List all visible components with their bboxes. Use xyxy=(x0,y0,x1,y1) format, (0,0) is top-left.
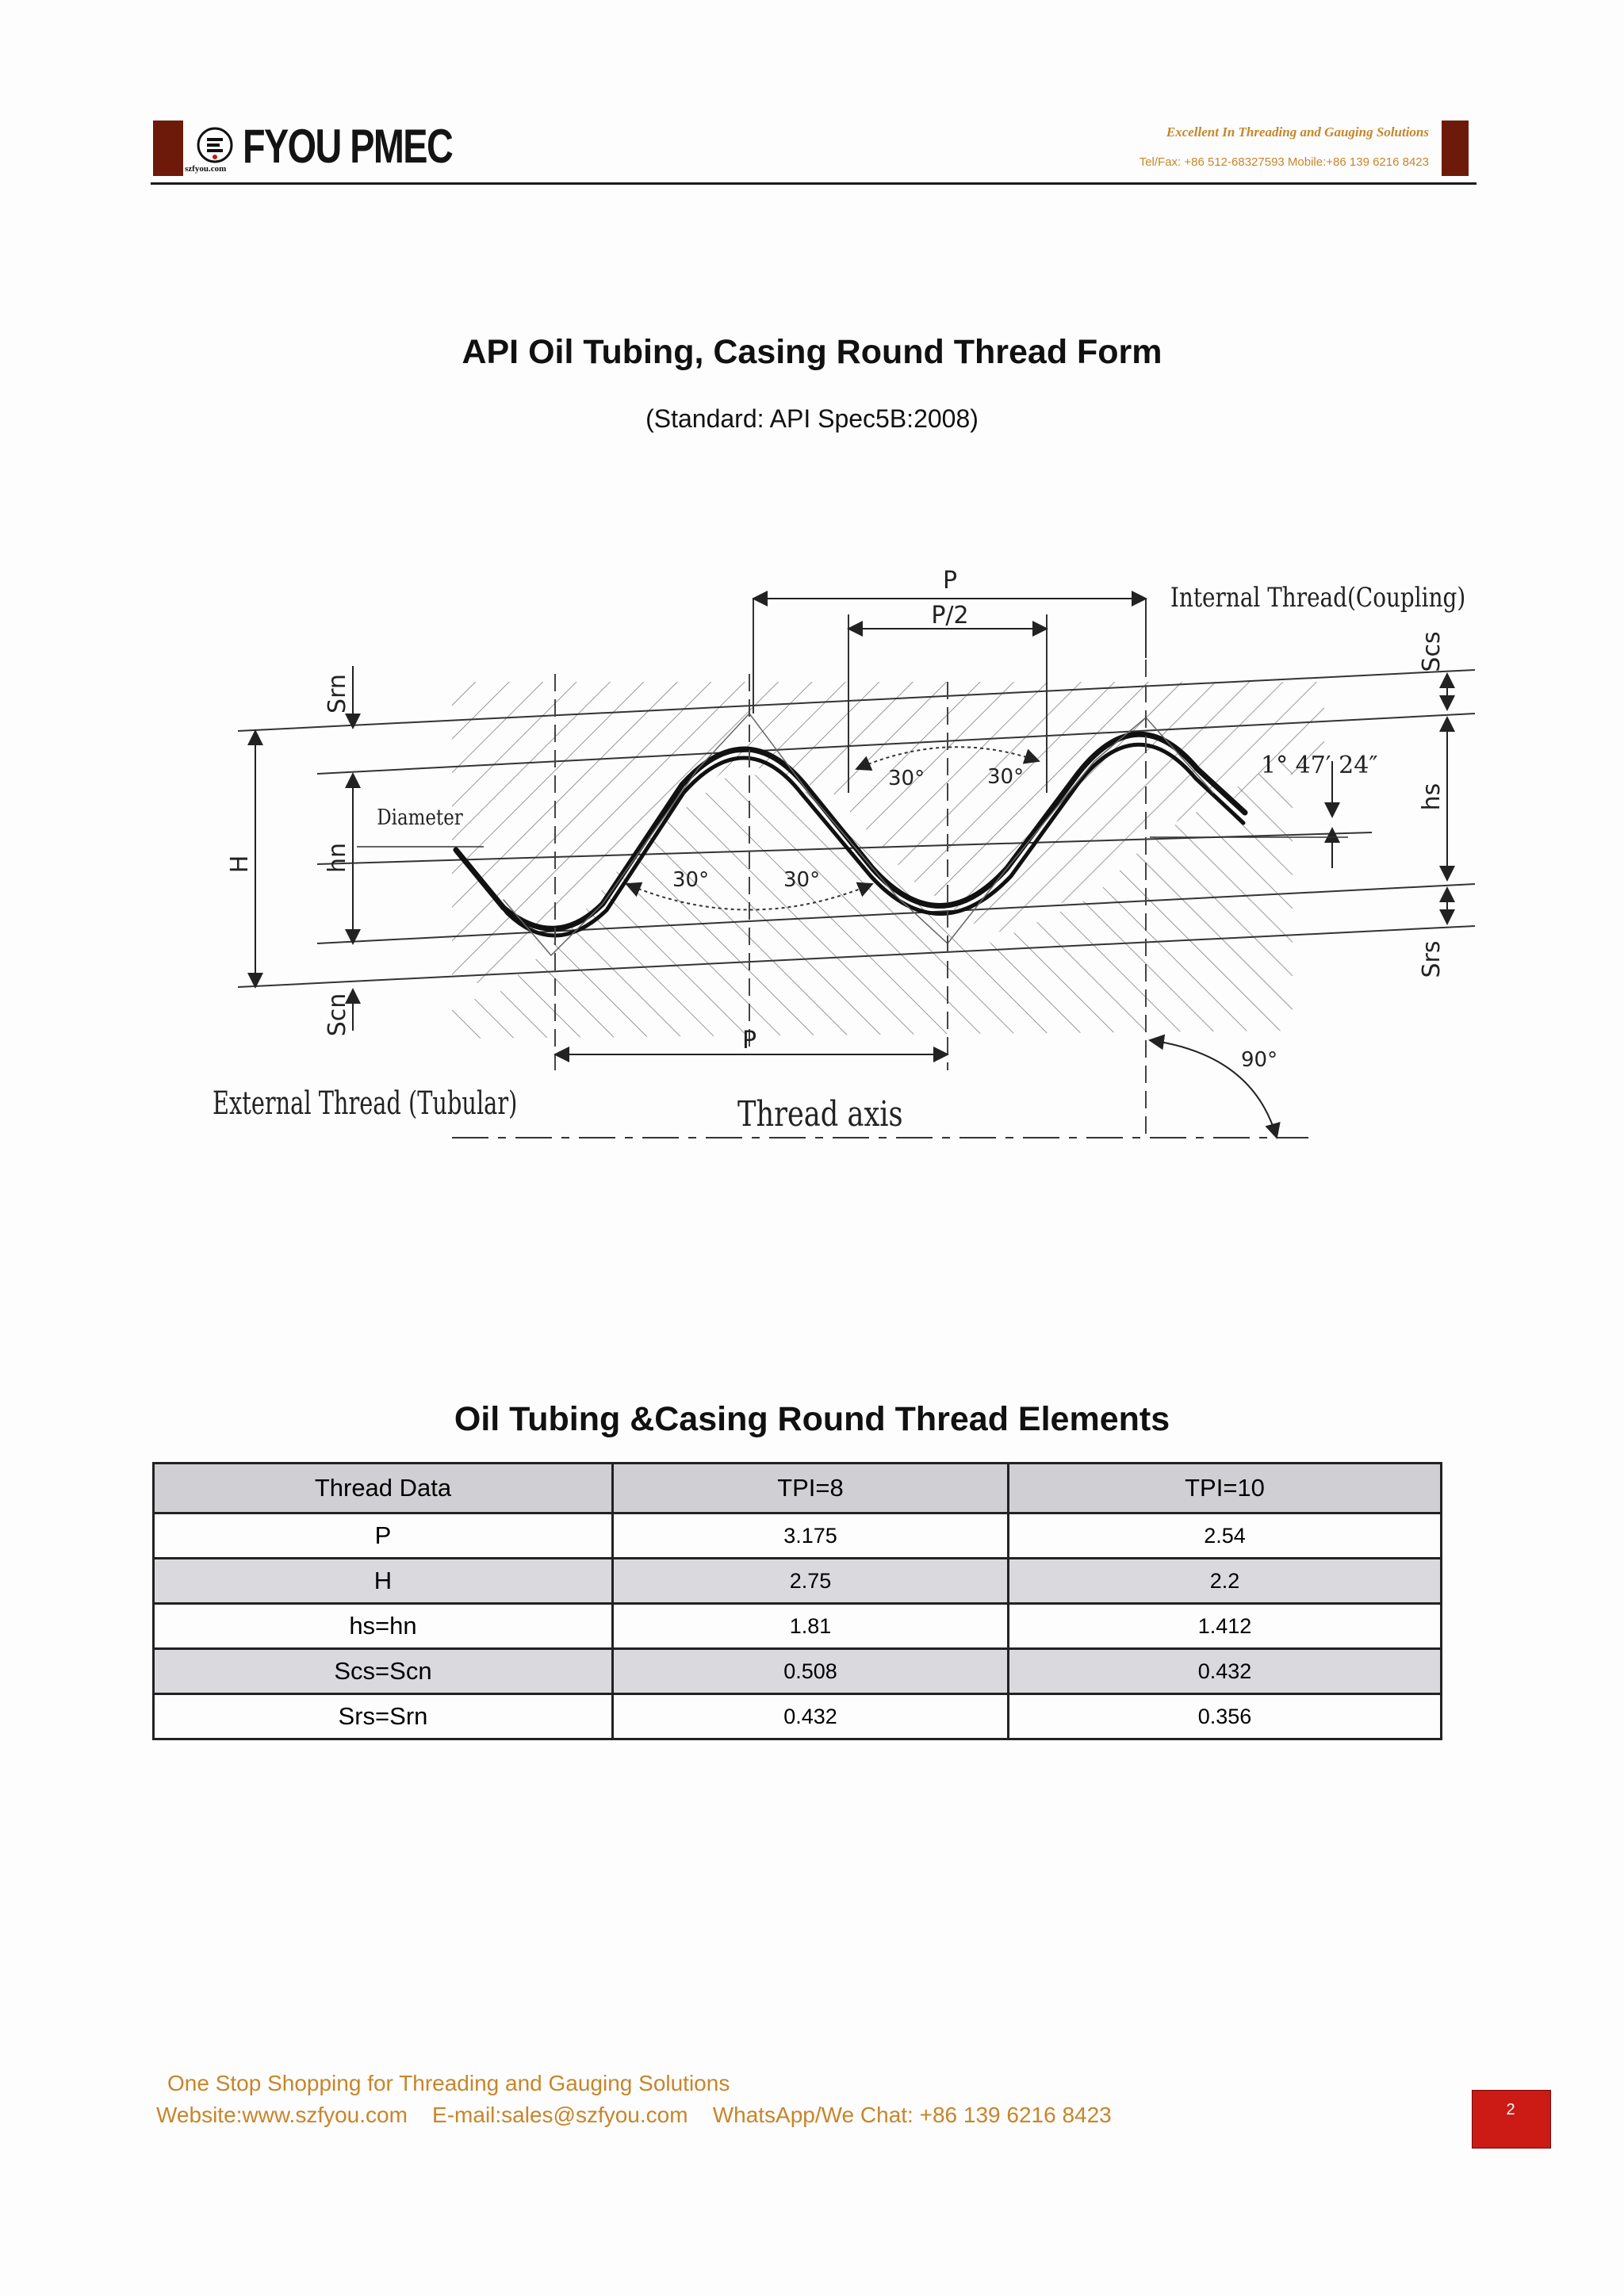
label-h: H xyxy=(226,855,254,874)
table-cell: 0.432 xyxy=(612,1694,1008,1739)
thread-form-diagram xyxy=(198,555,1483,1158)
label-scs: Scs xyxy=(1418,631,1446,672)
table-cell: 0.432 xyxy=(1009,1649,1442,1694)
table-cell: H xyxy=(154,1559,613,1604)
footer-email-link[interactable]: E-mail:sales@szfyou.com xyxy=(432,2103,688,2127)
table-cell: Srs=Srn xyxy=(154,1694,613,1739)
label-hn: hn xyxy=(324,842,351,874)
header-slogan: Excellent In Threading and Gauging Solutions xyxy=(1166,124,1429,140)
label-diameter: Diameter xyxy=(377,805,463,830)
label-scn: Scn xyxy=(324,993,351,1037)
label-angle-30d: 30° xyxy=(783,868,821,892)
table-cell: 0.508 xyxy=(612,1649,1008,1694)
label-angle-30c: 30° xyxy=(672,868,710,892)
label-p-half: P/2 xyxy=(931,602,969,629)
label-p-bottom: P xyxy=(741,1027,757,1054)
page-number-badge xyxy=(1472,2090,1551,2149)
footer-tagline: One Stop Shopping for Threading and Gauging Solutions xyxy=(167,2071,730,2095)
label-p-top: P xyxy=(942,567,958,595)
label-srs: Srs xyxy=(1418,940,1446,978)
table-cell: hs=hn xyxy=(154,1604,613,1649)
footer-website-link[interactable]: Website:www.szfyou.com xyxy=(156,2103,408,2127)
table-cell: 3.175 xyxy=(612,1513,1008,1559)
footer-contact-line xyxy=(156,2103,1112,2128)
label-angle-30b: 30° xyxy=(987,765,1025,789)
table-cell: P xyxy=(154,1513,613,1559)
table-cell: 1.412 xyxy=(1009,1604,1442,1649)
page-subtitle: (Standard: API Spec5B:2008) xyxy=(645,404,979,433)
label-angle-30a: 30° xyxy=(888,767,925,790)
table-header-cell: TPI=8 xyxy=(612,1464,1008,1513)
label-taper: 1° 47′ 24″ xyxy=(1261,752,1378,779)
label-hs: hs xyxy=(1418,783,1446,811)
table-header-cell: TPI=10 xyxy=(1009,1464,1442,1513)
company-logo-icon xyxy=(195,125,235,165)
table-header-cell: Thread Data xyxy=(154,1464,613,1513)
table-cell: 2.75 xyxy=(612,1559,1008,1604)
table-row xyxy=(154,1604,1442,1649)
label-external-thread: External Thread (Tubular) xyxy=(213,1085,518,1123)
table-cell: 2.54 xyxy=(1009,1513,1442,1559)
label-internal-thread: Internal Thread(Coupling) xyxy=(1170,582,1466,614)
page-number: 2 xyxy=(1506,2101,1515,2118)
page-title: API Oil Tubing, Casing Round Thread Form xyxy=(462,333,1162,371)
header-accent-bar-left xyxy=(153,121,183,176)
thread-elements-table xyxy=(152,1462,1442,1740)
footer-whatsapp: WhatsApp/We Chat: +86 139 6216 8423 xyxy=(712,2103,1112,2127)
table-header-row xyxy=(154,1464,1442,1513)
header-contact: Tel/Fax: +86 512-68327593 Mobile:+86 139 6216 8423 xyxy=(1139,155,1429,169)
table-row xyxy=(154,1559,1442,1604)
brand-domain: szfyou.com xyxy=(185,164,227,174)
label-thread-axis: Thread axis xyxy=(737,1094,903,1135)
label-srn: Srn xyxy=(324,674,351,714)
table-row xyxy=(154,1694,1442,1739)
table-title: Oil Tubing &Casing Round Thread Elements xyxy=(454,1400,1170,1438)
header-accent-bar-right xyxy=(1442,121,1469,176)
table-cell: Scs=Scn xyxy=(154,1649,613,1694)
table-cell: 0.356 xyxy=(1009,1694,1442,1739)
table-cell: 2.2 xyxy=(1009,1559,1442,1604)
table-row xyxy=(154,1513,1442,1559)
header-divider xyxy=(151,182,1477,185)
brand-name: FYOU PMEC xyxy=(243,120,453,173)
label-angle-90: 90° xyxy=(1241,1048,1278,1072)
table-row xyxy=(154,1649,1442,1694)
table-cell: 1.81 xyxy=(612,1604,1008,1649)
